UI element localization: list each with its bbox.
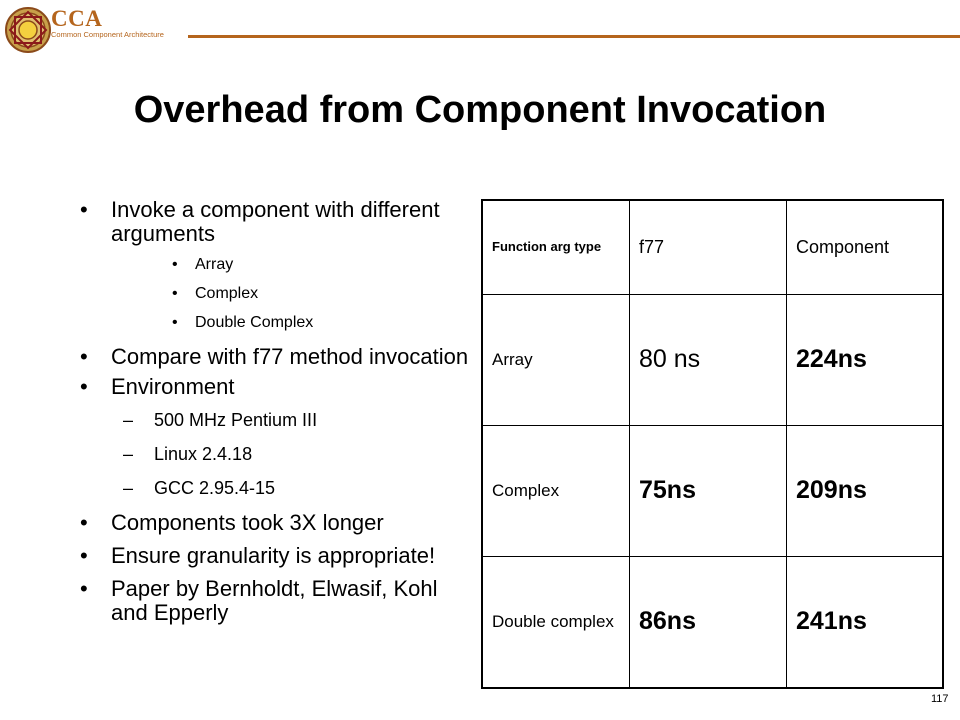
table-cell-type: Array	[482, 294, 630, 425]
bullet-item: • Invoke a component with different arguments	[78, 198, 478, 246]
table-cell-f77: 86ns	[630, 556, 787, 688]
table-header-cell: Function arg type	[482, 200, 630, 294]
table-header-cell: Component	[787, 200, 944, 294]
dash-item: – Linux 2.4.18	[78, 437, 478, 471]
dash-item: – 500 MHz Pentium III	[78, 403, 478, 437]
table-cell-component: 209ns	[787, 425, 944, 556]
performance-table	[481, 199, 944, 689]
table-row	[482, 425, 943, 556]
slide-title: Overhead from Component Invocation	[133, 89, 827, 131]
table-cell-component: 224ns	[787, 294, 944, 425]
table-cell-component: 241ns	[787, 556, 944, 688]
bullet-item: • Ensure granularity is appropriate!	[78, 544, 478, 568]
bullet-item: • Components took 3X longer	[78, 511, 478, 535]
sub-bullet-item: • Double Complex	[78, 308, 478, 337]
page-number: 117	[931, 693, 949, 705]
bullet-item: • Paper by Bernholdt, Elwasif, Kohl and Epperly	[78, 577, 478, 625]
dash-item: – GCC 2.95.4-15	[78, 471, 478, 505]
table-header-cell: f77	[630, 200, 787, 294]
header-divider	[188, 35, 960, 38]
table-row	[482, 294, 943, 425]
table-row	[482, 556, 943, 688]
table-cell-f77: 80 ns	[630, 294, 787, 425]
table-cell-f77: 75ns	[630, 425, 787, 556]
sub-bullet-item: • Complex	[78, 279, 478, 308]
cca-logo-icon	[4, 6, 52, 54]
logo-subtitle: Common Component Architecture	[51, 30, 164, 39]
table-header-row	[482, 200, 943, 294]
table-cell-type: Complex	[482, 425, 630, 556]
logo-text: CCA	[51, 6, 103, 31]
table-cell-type: Double complex	[482, 556, 630, 688]
sub-bullet-item: • Array	[78, 250, 478, 279]
bullet-item: • Compare with f77 method invocation	[78, 345, 478, 369]
bullet-list	[78, 198, 478, 629]
bullet-item: • Environment	[78, 375, 478, 399]
